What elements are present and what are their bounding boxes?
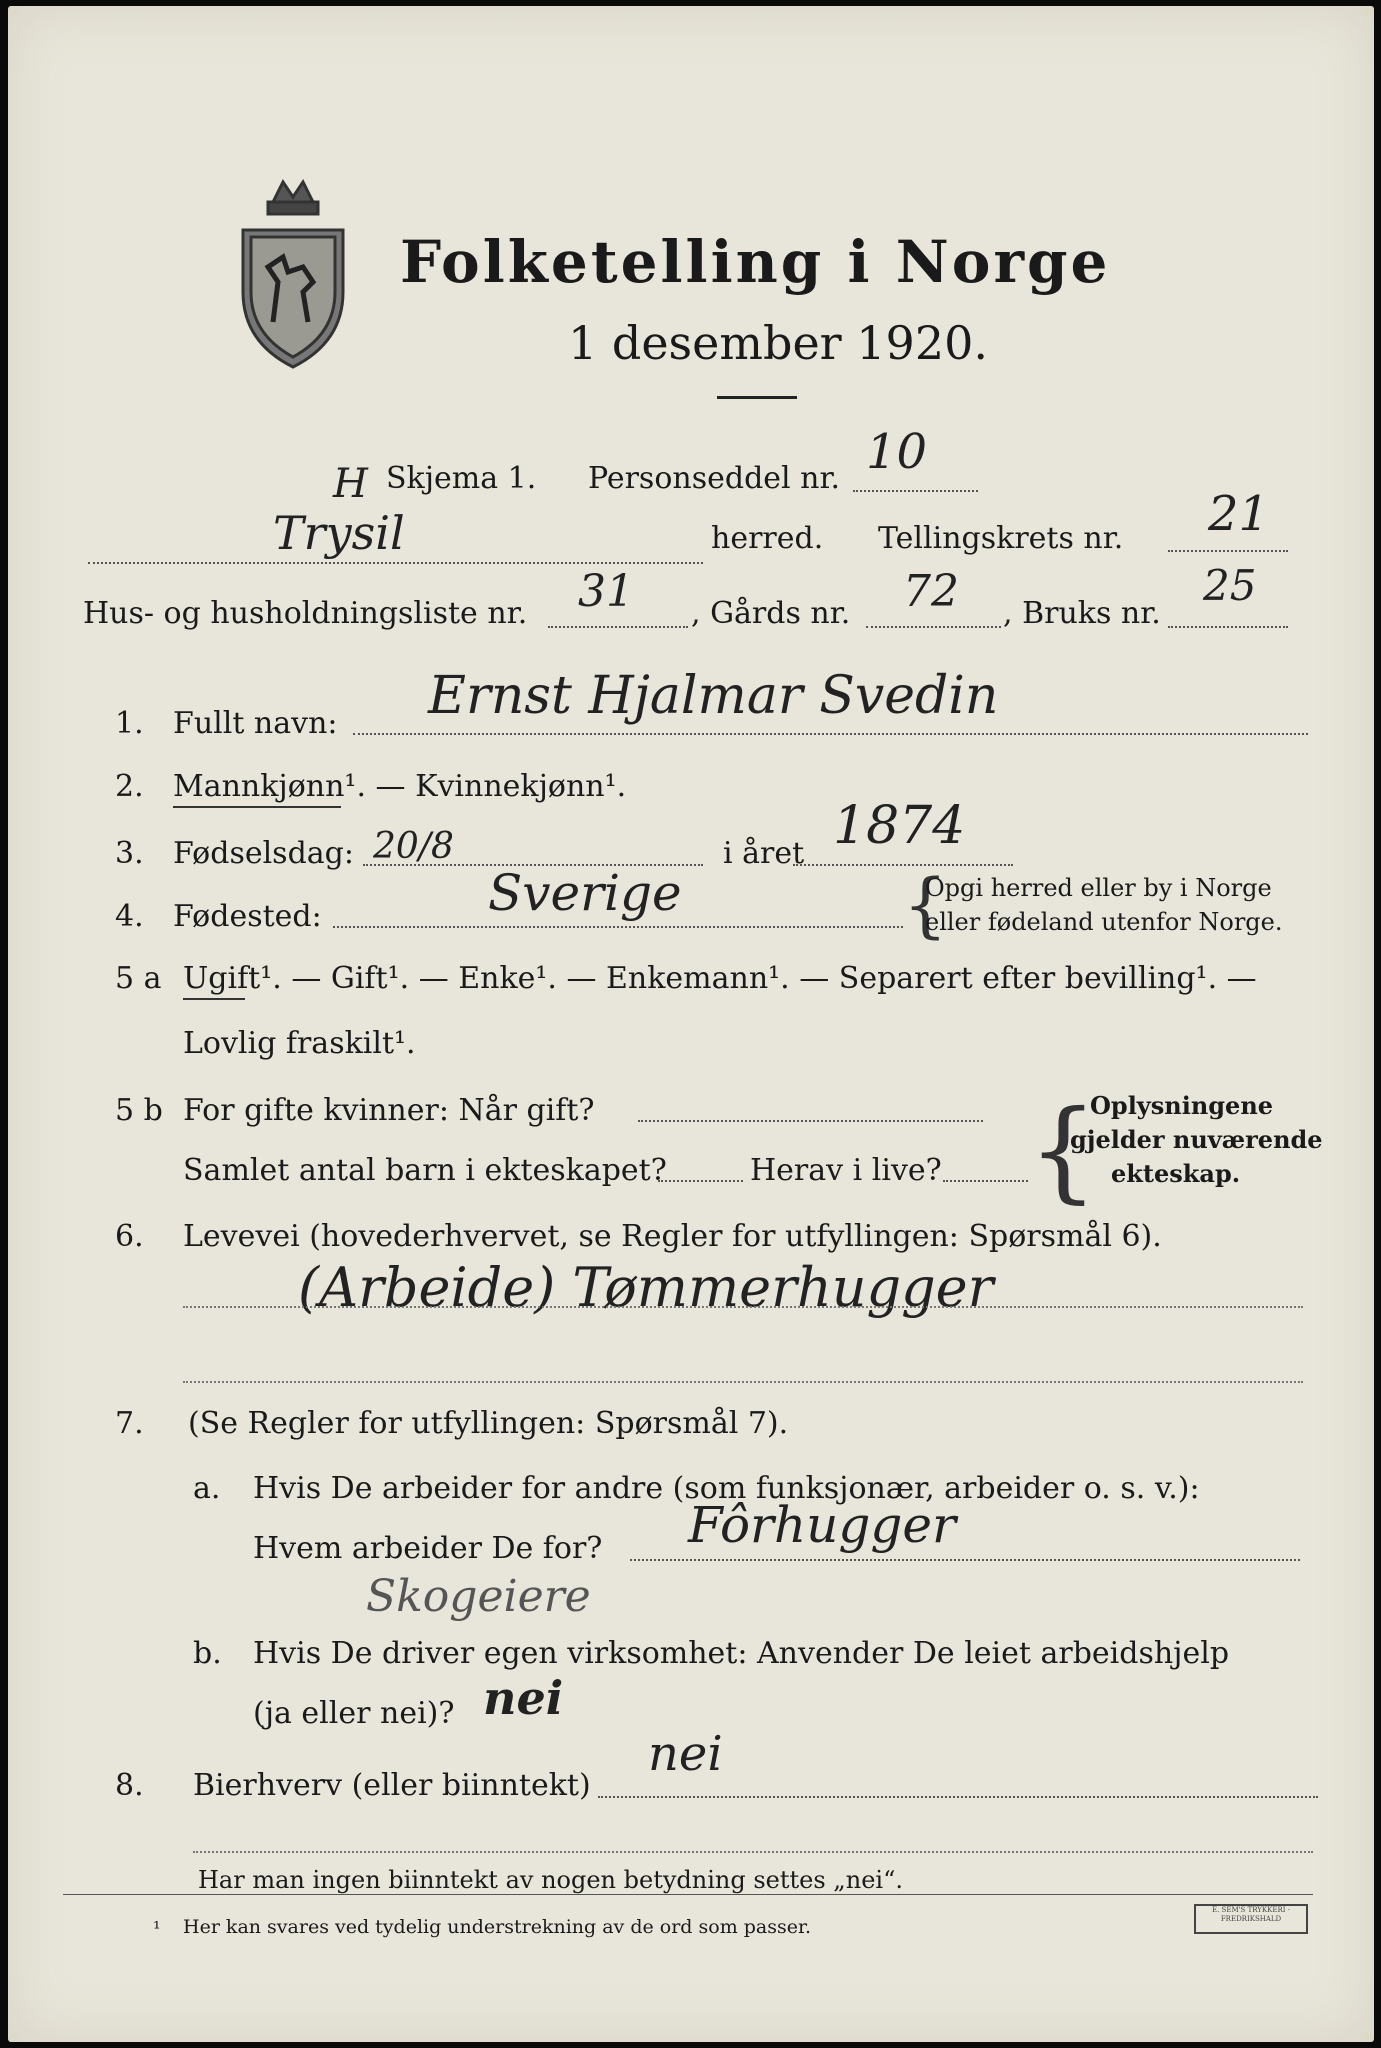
tellingskrets-value: 21 bbox=[1208, 486, 1270, 542]
footer-note: Har man ingen biinntekt av nogen betydning settes „nei“. bbox=[198, 1866, 903, 1894]
q8-number: 8. bbox=[115, 1768, 144, 1803]
q5b-married-line bbox=[638, 1120, 983, 1122]
gards-label: , Gårds nr. bbox=[691, 596, 851, 631]
q7b-letter: b. bbox=[193, 1636, 222, 1671]
q7-label: (Se Regler for utfyllingen: Spørsmål 7). bbox=[188, 1406, 789, 1441]
q7a-employer-value-2: Skogeiere bbox=[366, 1571, 591, 1622]
q3-year-label: i året bbox=[723, 836, 805, 871]
q2-number: 2. bbox=[115, 769, 144, 804]
tellingskrets-label: Tellingskrets nr. bbox=[878, 521, 1124, 556]
q5b-alive-line bbox=[943, 1180, 1028, 1182]
herred-value: Trysil bbox=[273, 506, 405, 560]
q6-line-2 bbox=[183, 1381, 1303, 1383]
q3-label: Fødselsdag: bbox=[173, 836, 354, 871]
personseddel-value: 10 bbox=[866, 424, 928, 480]
q5a-marital-options: Ugift¹. — Gift¹. — Enke¹. — Enkemann¹. — Separert efter bevilling¹. — bbox=[183, 961, 1257, 996]
husliste-line bbox=[548, 626, 688, 628]
q5b-alive-label: Herav i live? bbox=[750, 1153, 942, 1188]
q6-number: 6. bbox=[115, 1219, 144, 1254]
bruks-label: , Bruks nr. bbox=[1003, 596, 1161, 631]
gards-value: 72 bbox=[903, 566, 959, 617]
footnote-text: Her kan svares ved tydelig understrekning av de ord som passer. bbox=[183, 1916, 812, 1938]
q1-number: 1. bbox=[115, 706, 144, 741]
q8-value: nei bbox=[648, 1726, 723, 1782]
skjema-label: Skjema 1. bbox=[386, 461, 537, 496]
norwegian-coat-of-arms-icon bbox=[233, 172, 353, 372]
q4-line bbox=[333, 926, 903, 928]
q7a-line: Hvis De arbeider for andre (som funksjonær, arbeider o. s. v.): bbox=[253, 1471, 1200, 1506]
herred-label: herred. bbox=[711, 521, 824, 556]
q1-line bbox=[353, 733, 1308, 735]
census-form bbox=[8, 6, 1374, 2042]
personseddel-line bbox=[853, 490, 978, 492]
q4-note-1: Opgi herred eller by i Norge bbox=[925, 874, 1272, 902]
printer-stamp: E. SEM'S TRYKKERI · FREDRIKSHALD bbox=[1194, 1904, 1308, 1934]
q5b-number: 5 b bbox=[115, 1093, 163, 1128]
q4-label: Fødested: bbox=[173, 899, 322, 934]
q1-full-name-value: Ernst Hjalmar Svedin bbox=[428, 666, 999, 726]
q8-line-2 bbox=[193, 1851, 1313, 1853]
handwritten-prefix: H bbox=[333, 461, 368, 507]
census-date: 1 desember 1920. bbox=[568, 316, 988, 370]
title-divider bbox=[717, 396, 797, 399]
q5b-note-2: gjelder nuværende bbox=[1070, 1125, 1323, 1154]
herred-line bbox=[88, 562, 703, 564]
q5b-children-line bbox=[658, 1180, 743, 1182]
q5a-number: 5 a bbox=[115, 961, 162, 996]
tellingskrets-line bbox=[1168, 550, 1288, 552]
q5b-line-1: For gifte kvinner: Når gift? bbox=[183, 1093, 595, 1128]
bruks-value: 25 bbox=[1203, 561, 1257, 610]
q3-year-value: 1874 bbox=[833, 796, 966, 856]
footnote-mark: ¹ bbox=[153, 1918, 161, 1940]
q5a-line-2: Lovlig fraskilt¹. bbox=[183, 1026, 416, 1061]
q8-line bbox=[598, 1796, 1318, 1798]
q2-underline-mannkjonn bbox=[173, 806, 341, 808]
q7a-question: Hvem arbeider De for? bbox=[253, 1531, 603, 1566]
q5b-note-1: Oplysningene bbox=[1090, 1091, 1274, 1120]
q7-number: 7. bbox=[115, 1406, 144, 1441]
q5b-brace: { bbox=[1028, 1086, 1098, 1214]
q4-brace: { bbox=[903, 864, 948, 946]
form-title: Folketelling i Norge bbox=[400, 228, 1111, 296]
q7b-question: (ja eller nei)? bbox=[253, 1696, 455, 1731]
personseddel-label: Personseddel nr. bbox=[588, 461, 841, 496]
q7a-letter: a. bbox=[193, 1471, 221, 1506]
q3-number: 3. bbox=[115, 836, 144, 871]
q6-line-1 bbox=[183, 1306, 1303, 1308]
q7b-line: Hvis De driver egen virksomhet: Anvender De leiet arbeidshjelp bbox=[253, 1636, 1230, 1671]
q7a-line-dots bbox=[630, 1559, 1300, 1561]
q7b-value: nei bbox=[483, 1671, 564, 1725]
q4-number: 4. bbox=[115, 899, 144, 934]
q1-label: Fullt navn: bbox=[173, 706, 338, 741]
q4-birthplace-value: Sverige bbox=[488, 864, 682, 922]
gards-line bbox=[866, 626, 1001, 628]
q4-note-2: eller fødeland utenfor Norge. bbox=[925, 908, 1283, 936]
q3-day-value: 20/8 bbox=[373, 826, 454, 867]
q7a-employer-value: Fôrhugger bbox=[688, 1496, 956, 1554]
q8-label: Bierhverv (eller biinntekt) bbox=[193, 1768, 591, 1803]
q5b-children-label: Samlet antal barn i ekteskapet? bbox=[183, 1153, 667, 1188]
bruks-line bbox=[1168, 626, 1288, 628]
husliste-value: 31 bbox=[578, 566, 634, 617]
footer-divider bbox=[63, 1894, 1313, 1895]
q5a-underline-ugift bbox=[183, 998, 245, 1000]
q5b-note-3: ekteskap. bbox=[1111, 1159, 1241, 1188]
q6-label: Levevei (hovederhvervet, se Regler for utfyllingen: Spørsmål 6). bbox=[183, 1219, 1162, 1254]
q6-occupation-value: (Arbeide) Tømmerhugger bbox=[298, 1256, 994, 1319]
q2-gender-options: Mannkjønn¹. — Kvinnekjønn¹. bbox=[173, 769, 627, 804]
husliste-label: Hus- og husholdningsliste nr. bbox=[83, 596, 528, 631]
